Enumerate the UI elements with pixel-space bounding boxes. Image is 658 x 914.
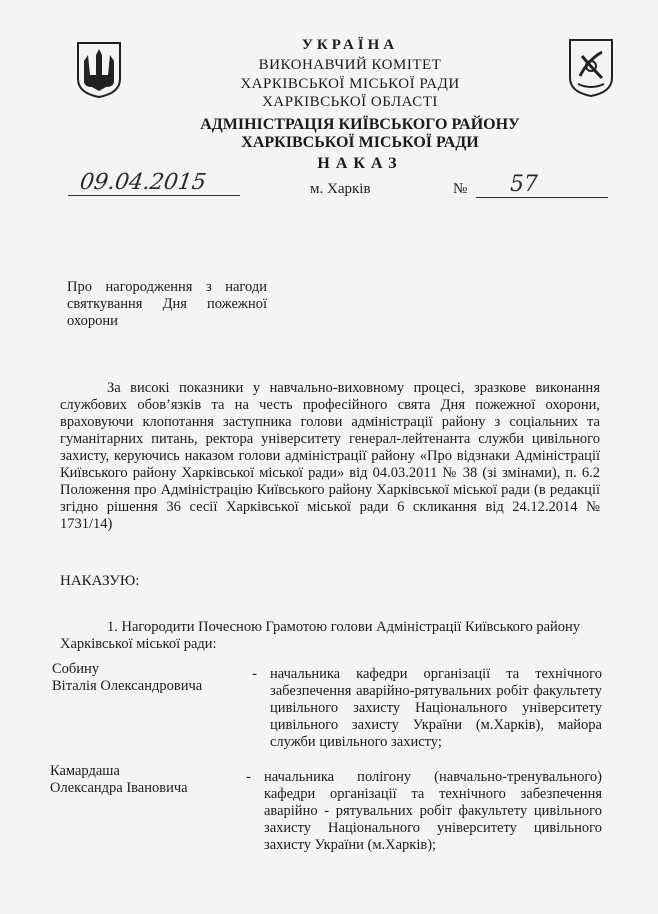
- ukraine-trident-icon: [76, 41, 122, 99]
- awardee-description: начальника полігону (навчально-тренувального) кафедри організації та технічного забезпечення аварійно - рятувальних робіт факультету цивільного захисту Національного університету цивільного захисту України (м.Харків);: [264, 769, 602, 853]
- order-number: 57: [510, 172, 538, 197]
- awardee-dash: -: [246, 769, 251, 785]
- order-date: 09.04.2015: [78, 170, 208, 195]
- awardee-name: [50, 763, 188, 797]
- order-city: м. Харків: [310, 181, 371, 197]
- header-administration-council: ХАРКІВСЬКОЇ МІСЬКОЇ РАДИ: [241, 134, 479, 151]
- awardee-description: начальника кафедри організації та технічного забезпечення аварійно-рятувальних робіт факультету цивільного захисту Національного університету цивільного захисту України (м.Харків), майора служби цивільного захисту;: [270, 666, 602, 750]
- header-executive-committee: ВИКОНАВЧИЙ КОМІТЕТ: [258, 57, 442, 73]
- document-type: НАКАЗ: [317, 155, 403, 172]
- order-item-1: 1. Нагородити Почесною Грамотою голови Адміністрації Київського району Харківської міської ради:: [60, 619, 581, 652]
- order-subject: Про нагородження з нагоди святкування Дня пожежної охорони: [67, 279, 267, 329]
- order-preamble: За високі показники у навчально-виховному процесі, зразкове виконання службових обов’язків та на честь професійного свята Дня пожежної охорони, враховуючи клопотання заступника голови адміністрації району з соціальних та гуманітарних питань, ректора університету генерал-лейтенанта служби цивільного захисту, керуючись наказом голови адміністрації району «Про відзнаки Адміністрації Київського району Харківської міської ради» від 04.03.2011 № 38 (зі змінами), п. 6.2 Положення про Адміністрацію Київського району Харківської міської ради (в редакції згідно рішення 36 сесії Харківської міської ради 6 скликання від 24.12.2014 № 1731/14): [60, 380, 600, 532]
- number-sign: №: [453, 181, 468, 197]
- header-administration: АДМІНІСТРАЦІЯ КИЇВСЬКОГО РАЙОНУ: [200, 116, 520, 133]
- header-region: ХАРКІВСЬКОЇ ОБЛАСТІ: [262, 94, 438, 110]
- awardee-given-name: Віталія Олександровича: [52, 678, 203, 694]
- awardee-name: [52, 661, 202, 695]
- date-underline: [68, 195, 240, 196]
- awardee-dash: -: [252, 666, 257, 682]
- header-country: УКРАЇНА: [301, 37, 399, 53]
- kharkiv-coat-of-arms-icon: [568, 38, 614, 98]
- awardee-given-name: Олександра Івановича: [50, 780, 188, 796]
- awardee-surname: Собину: [52, 661, 100, 677]
- order-directive: НАКАЗУЮ:: [60, 573, 140, 589]
- awardee-surname: Камардаша: [50, 763, 120, 779]
- number-underline: [476, 197, 608, 198]
- header-city-council: ХАРКІВСЬКОЇ МІСЬКОЇ РАДИ: [240, 76, 460, 92]
